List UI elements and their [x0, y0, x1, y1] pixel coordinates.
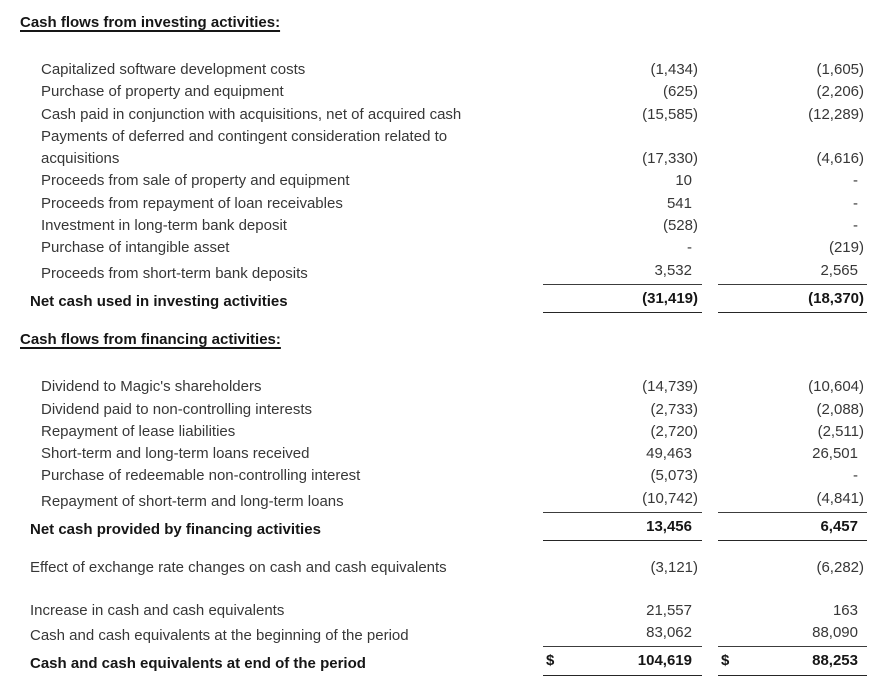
- row-label: Cash paid in conjunction with acquisitions, net of acquired cash: [41, 105, 462, 123]
- dollar-sign: $: [721, 652, 730, 670]
- amount-col2: (1,605): [816, 61, 864, 78]
- amount-col2: -: [853, 172, 858, 190]
- amount-col1: (10,742): [543, 488, 702, 513]
- table-row: [0, 170, 880, 192]
- table-row: [0, 465, 880, 487]
- amount-col1: (3,121): [650, 559, 698, 577]
- row-label: Capitalized software development costs: [41, 61, 306, 78]
- table-row: [0, 81, 880, 103]
- total-row-financing: [0, 513, 880, 541]
- row-label: Purchase of property and equipment: [41, 83, 284, 101]
- amount-col1: (14,739): [642, 378, 698, 396]
- row-label: Payments of deferred and contingent consideration related to acquisitions: [41, 127, 448, 168]
- amount-col1: [543, 647, 702, 675]
- amount-col1: (1,434): [650, 61, 698, 78]
- row-label: Proceeds from repayment of loan receivables: [41, 194, 343, 212]
- amount-col2: 6,457: [718, 513, 867, 541]
- amount-col1: 3,532: [543, 260, 702, 285]
- row-label: Net cash used in investing activities: [30, 292, 288, 310]
- amount-col1: (2,733): [650, 400, 698, 418]
- row-label: Short-term and long-term loans received: [41, 445, 310, 463]
- table-row: [0, 193, 880, 215]
- row-label: Investment in long-term bank deposit: [41, 217, 287, 235]
- row-label: Purchase of intangible asset: [41, 239, 230, 257]
- table-row: [0, 215, 880, 237]
- table-row: [0, 260, 880, 285]
- table-row: [0, 622, 880, 647]
- amount-col1: (2,720): [650, 422, 698, 440]
- amount-col2: 88,090: [718, 622, 867, 647]
- amount-col2: (2,511): [817, 422, 864, 440]
- amount-value: 88,253: [812, 652, 858, 670]
- amount-col2: (219): [828, 239, 864, 257]
- amount-col2: (6,282): [816, 559, 864, 577]
- table-row: [0, 488, 880, 513]
- amount-col2: -: [853, 217, 858, 235]
- row-label: Net cash provided by financing activities: [30, 521, 321, 539]
- row-label: Dividend paid to non-controlling interests: [41, 400, 312, 418]
- section-heading-financing: Cash flows from financing activities:: [20, 331, 281, 349]
- row-label: Repayment of short-term and long-term loans: [41, 492, 344, 510]
- row-label: Increase in cash and cash equivalents: [30, 601, 285, 619]
- amount-col2: (12,289): [808, 105, 864, 123]
- investing-section: [0, 12, 880, 313]
- amount-col1: (5,073): [650, 467, 698, 485]
- amount-col2: [718, 647, 867, 675]
- row-label: Dividend to Magic's shareholders: [41, 378, 262, 396]
- financing-section: [0, 329, 880, 541]
- total-row-investing: [0, 285, 880, 313]
- amount-col2: 163: [832, 601, 858, 619]
- row-label: Cash and cash equivalents at end of the period: [30, 655, 366, 673]
- amount-col1: 83,062: [543, 622, 702, 647]
- table-row: [0, 600, 880, 622]
- table-row: [0, 376, 880, 398]
- amount-col1: 49,463: [646, 445, 692, 463]
- amount-col1: (528): [662, 217, 698, 235]
- row-label: Cash and cash equivalents at the beginning of the period: [30, 626, 409, 644]
- summary-block: [0, 600, 880, 676]
- table-row: [0, 443, 880, 465]
- amount-col2: (4,616): [816, 150, 864, 168]
- amount-col1: (625): [662, 83, 698, 101]
- row-label: Effect of exchange rate changes on cash and cash equivalents: [30, 559, 447, 577]
- amount-col2: 2,565: [718, 260, 867, 285]
- amount-col2: (4,841): [718, 488, 867, 513]
- amount-col2: 26,501: [812, 445, 858, 463]
- row-label: Proceeds from sale of property and equipment: [41, 172, 350, 190]
- table-row: [0, 421, 880, 443]
- table-row: [0, 126, 880, 171]
- amount-col1: (17,330): [642, 150, 698, 168]
- amount-col1: 10: [675, 172, 692, 190]
- amount-col1: -: [687, 239, 692, 257]
- amount-col1: (15,585): [642, 105, 698, 123]
- amount-col2: (10,604): [808, 378, 864, 396]
- amount-col1: 21,557: [646, 601, 692, 619]
- table-row: [0, 59, 880, 81]
- amount-value: 104,619: [637, 652, 692, 670]
- amount-col2: (2,206): [816, 83, 864, 101]
- amount-col1: (31,419): [543, 285, 702, 313]
- dollar-sign: $: [546, 652, 555, 670]
- amount-col2: (18,370): [718, 285, 867, 313]
- amount-col2: (2,088): [816, 400, 864, 418]
- section-heading-investing: Cash flows from investing activities:: [20, 14, 281, 31]
- table-row: [0, 104, 880, 126]
- total-row-end-of-period: [0, 647, 880, 675]
- amount-col1: 541: [666, 194, 692, 212]
- table-row: [0, 399, 880, 421]
- amount-col1: 13,456: [543, 513, 702, 541]
- table-row: [0, 557, 880, 579]
- table-row: [0, 237, 880, 259]
- row-label: Proceeds from short-term bank deposits: [41, 264, 308, 282]
- amount-col2: -: [853, 467, 858, 485]
- row-label: Repayment of lease liabilities: [41, 422, 236, 440]
- exchange-rate-block: [0, 557, 880, 579]
- amount-col2: -: [853, 194, 858, 212]
- row-label: Purchase of redeemable non-controlling interest: [41, 467, 361, 485]
